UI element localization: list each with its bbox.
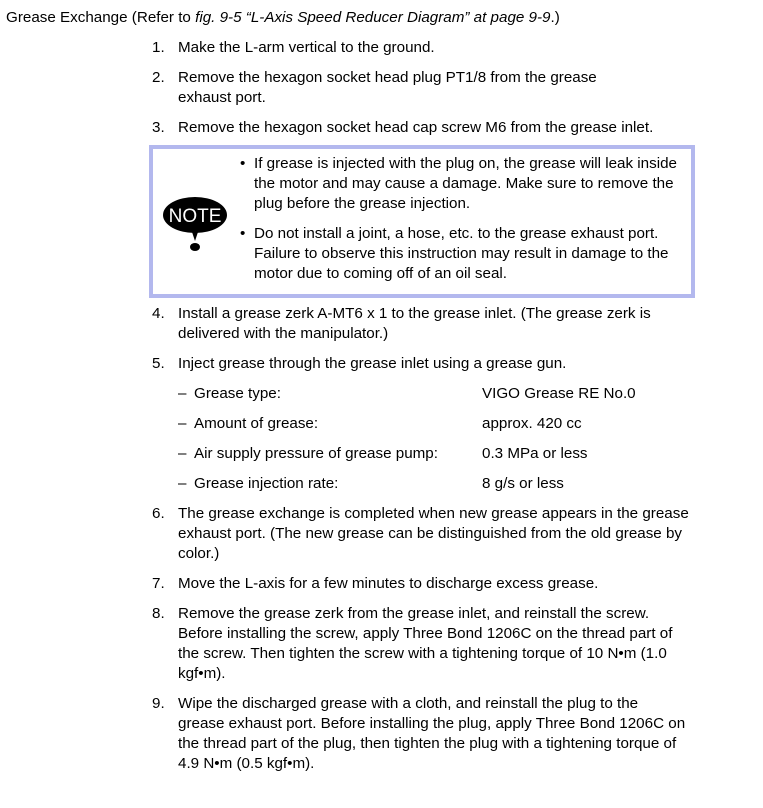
note-icon [161,195,229,255]
step-text: Remove the hexagon socket head cap screw M6 from the grease inlet. [178,119,654,136]
step-text: Remove the hexagon socket head plug PT1/8 from the grease exhaust port. [178,69,597,106]
spec-row-amount [178,414,698,434]
note-item-2 [240,224,685,284]
spec-dash: – [178,385,187,402]
step-text: Wipe the discharged grease with a cloth, and reinstall the plug to the grease exhaust port. Before installing the plug, apply Three Bond 1206C on the thread part of the plug, then tighten the plug with a tightening torque of 4.9 N•m (0.5 kgf•m). [178,695,686,772]
spec-value: VIGO Grease RE No.0 [482,385,636,402]
spec-label: Grease injection rate: [194,475,339,492]
step-number: 9. [152,695,165,712]
spec-value: 8 g/s or less [482,475,564,492]
step-1 [152,38,712,58]
spec-row-air-pressure [178,444,698,464]
spec-value: approx. 420 cc [482,415,582,432]
note-text: Do not install a joint, a hose, etc. to the grease exhaust port. Failure to observe this instruction may result in damage to the motor due to coming off of an oil seal. [254,225,669,282]
step-text: Inject grease through the grease inlet using a grease gun. [178,355,567,372]
spec-label: Grease type: [194,385,281,402]
figure-reference: fig. 9-5 “L-Axis Speed Reducer Diagram” at page 9-9 [195,9,551,26]
step-6 [152,504,697,564]
step-2 [152,68,652,108]
note-item-1 [240,154,685,214]
note-bullet: • [240,155,246,172]
step-number: 6. [152,505,165,522]
note-bullet: • [240,225,246,242]
spec-dash: – [178,415,187,432]
step-text: Remove the grease zerk from the grease inlet, and reinstall the screw. Before installing the screw, apply Three Bond 1206C on the thread part of the screw. Then tighten the screw with a tightening torque of 10 N•m (1.0 kgf•m). [178,605,673,682]
section-heading [6,8,560,28]
step-number: 5. [152,355,165,372]
heading-suffix: .) [550,9,560,26]
step-text: The grease exchange is completed when new grease appears in the grease exhaust port. (The new grease can be distinguished from the old grease by color.) [178,505,689,562]
step-number: 1. [152,39,165,56]
spec-row-grease-type [178,384,698,404]
step-number: 3. [152,119,165,136]
spec-row-injection-rate [178,474,698,494]
spec-label: Air supply pressure of grease pump: [194,445,438,462]
step-number: 7. [152,575,165,592]
note-box [149,145,695,298]
step-number: 2. [152,69,165,86]
spec-dash: – [178,445,187,462]
step-7 [152,574,712,594]
step-9 [152,694,687,774]
step-5 [152,354,712,374]
step-number: 8. [152,605,165,622]
note-icon-label: NOTE [168,206,222,227]
spec-label: Amount of grease: [194,415,319,432]
note-text: If grease is injected with the plug on, the grease will leak inside the motor and may cause a damage. Make sure to remove the plug before the grease injection. [254,155,677,212]
step-text: Make the L-arm vertical to the ground. [178,39,435,56]
step-text: Install a grease zerk A-MT6 x 1 to the grease inlet. (The grease zerk is delivered with the manipulator.) [178,305,651,342]
step-8 [152,604,697,684]
spec-dash: – [178,475,187,492]
step-number: 4. [152,305,165,322]
step-text: Move the L-axis for a few minutes to discharge excess grease. [178,575,599,592]
spec-value: 0.3 MPa or less [482,445,588,462]
heading-prefix: Grease Exchange (Refer to [6,9,196,26]
step-4 [152,304,697,344]
step-3 [152,118,712,138]
